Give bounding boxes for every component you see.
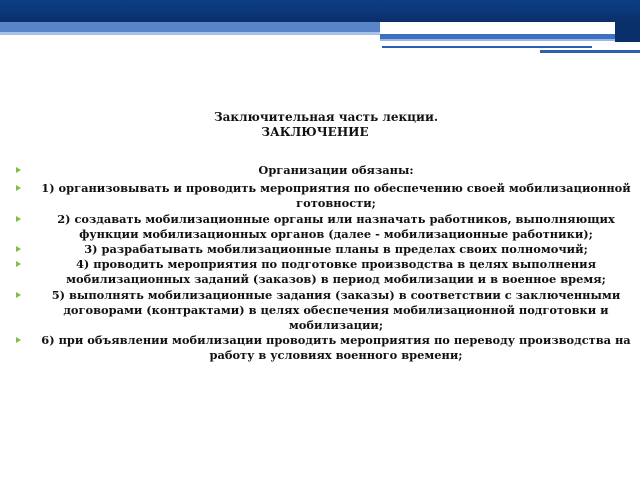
bullet-list xyxy=(28,163,632,364)
list-item-text: 4) проводить мероприятия по подготовке производства в целях выполнения мобилизационных заданий (заказов) в период мобилизации и в военное время; xyxy=(66,257,606,287)
list-item xyxy=(28,181,632,211)
header-accent-line-short xyxy=(540,50,640,53)
list-item-text: 2) создавать мобилизационные органы или назначать работников, выполняющих функции мобилизационных органов (далее - мобилизационные работники); xyxy=(57,211,615,241)
list-item-text: Организации обязаны: xyxy=(258,163,414,177)
bullet-arrow-icon xyxy=(16,292,21,298)
header-accent-line xyxy=(382,46,592,48)
list-item xyxy=(28,212,632,242)
list-item-text: 1) организовывать и проводить мероприятия по обеспечению своей мобилизационной готовности; xyxy=(41,181,631,211)
title-line-1: Заключительная часть лекции. xyxy=(213,110,439,124)
header-bar-left xyxy=(0,22,380,32)
list-item xyxy=(28,242,632,257)
title-line-2: ЗАКЛЮЧЕНИЕ xyxy=(261,125,369,139)
header-bar-dark xyxy=(0,0,640,22)
header-bar-right-light xyxy=(380,39,615,41)
slide-title xyxy=(0,110,640,140)
header-bar-right-white xyxy=(380,22,615,34)
list-item-text: 3) разрабатывать мобилизационные планы в пределах своих полномочий; xyxy=(84,242,588,257)
list-item xyxy=(28,163,632,178)
list-item-text: 5) выполнять мобилизационные задания (заказы) в соответствии с заключенными договорами (контрактами) в целях обеспечения мобилизационной подготовки и мобилизации; xyxy=(51,287,621,333)
bullet-arrow-icon xyxy=(16,337,21,343)
header-bar-left-light xyxy=(0,32,380,35)
list-item-text: 6) при объявлении мобилизации проводить мероприятия по переводу производства на работу в условиях военного времени; xyxy=(41,333,631,363)
header-bar-corner xyxy=(615,22,640,42)
list-item xyxy=(28,333,632,363)
bullet-arrow-icon xyxy=(16,261,21,267)
bullet-arrow-icon xyxy=(16,216,21,222)
list-item xyxy=(28,288,632,334)
bullet-arrow-icon xyxy=(16,185,21,191)
bullet-arrow-icon xyxy=(16,246,21,252)
list-item xyxy=(28,257,632,287)
bullet-arrow-icon xyxy=(16,167,21,173)
